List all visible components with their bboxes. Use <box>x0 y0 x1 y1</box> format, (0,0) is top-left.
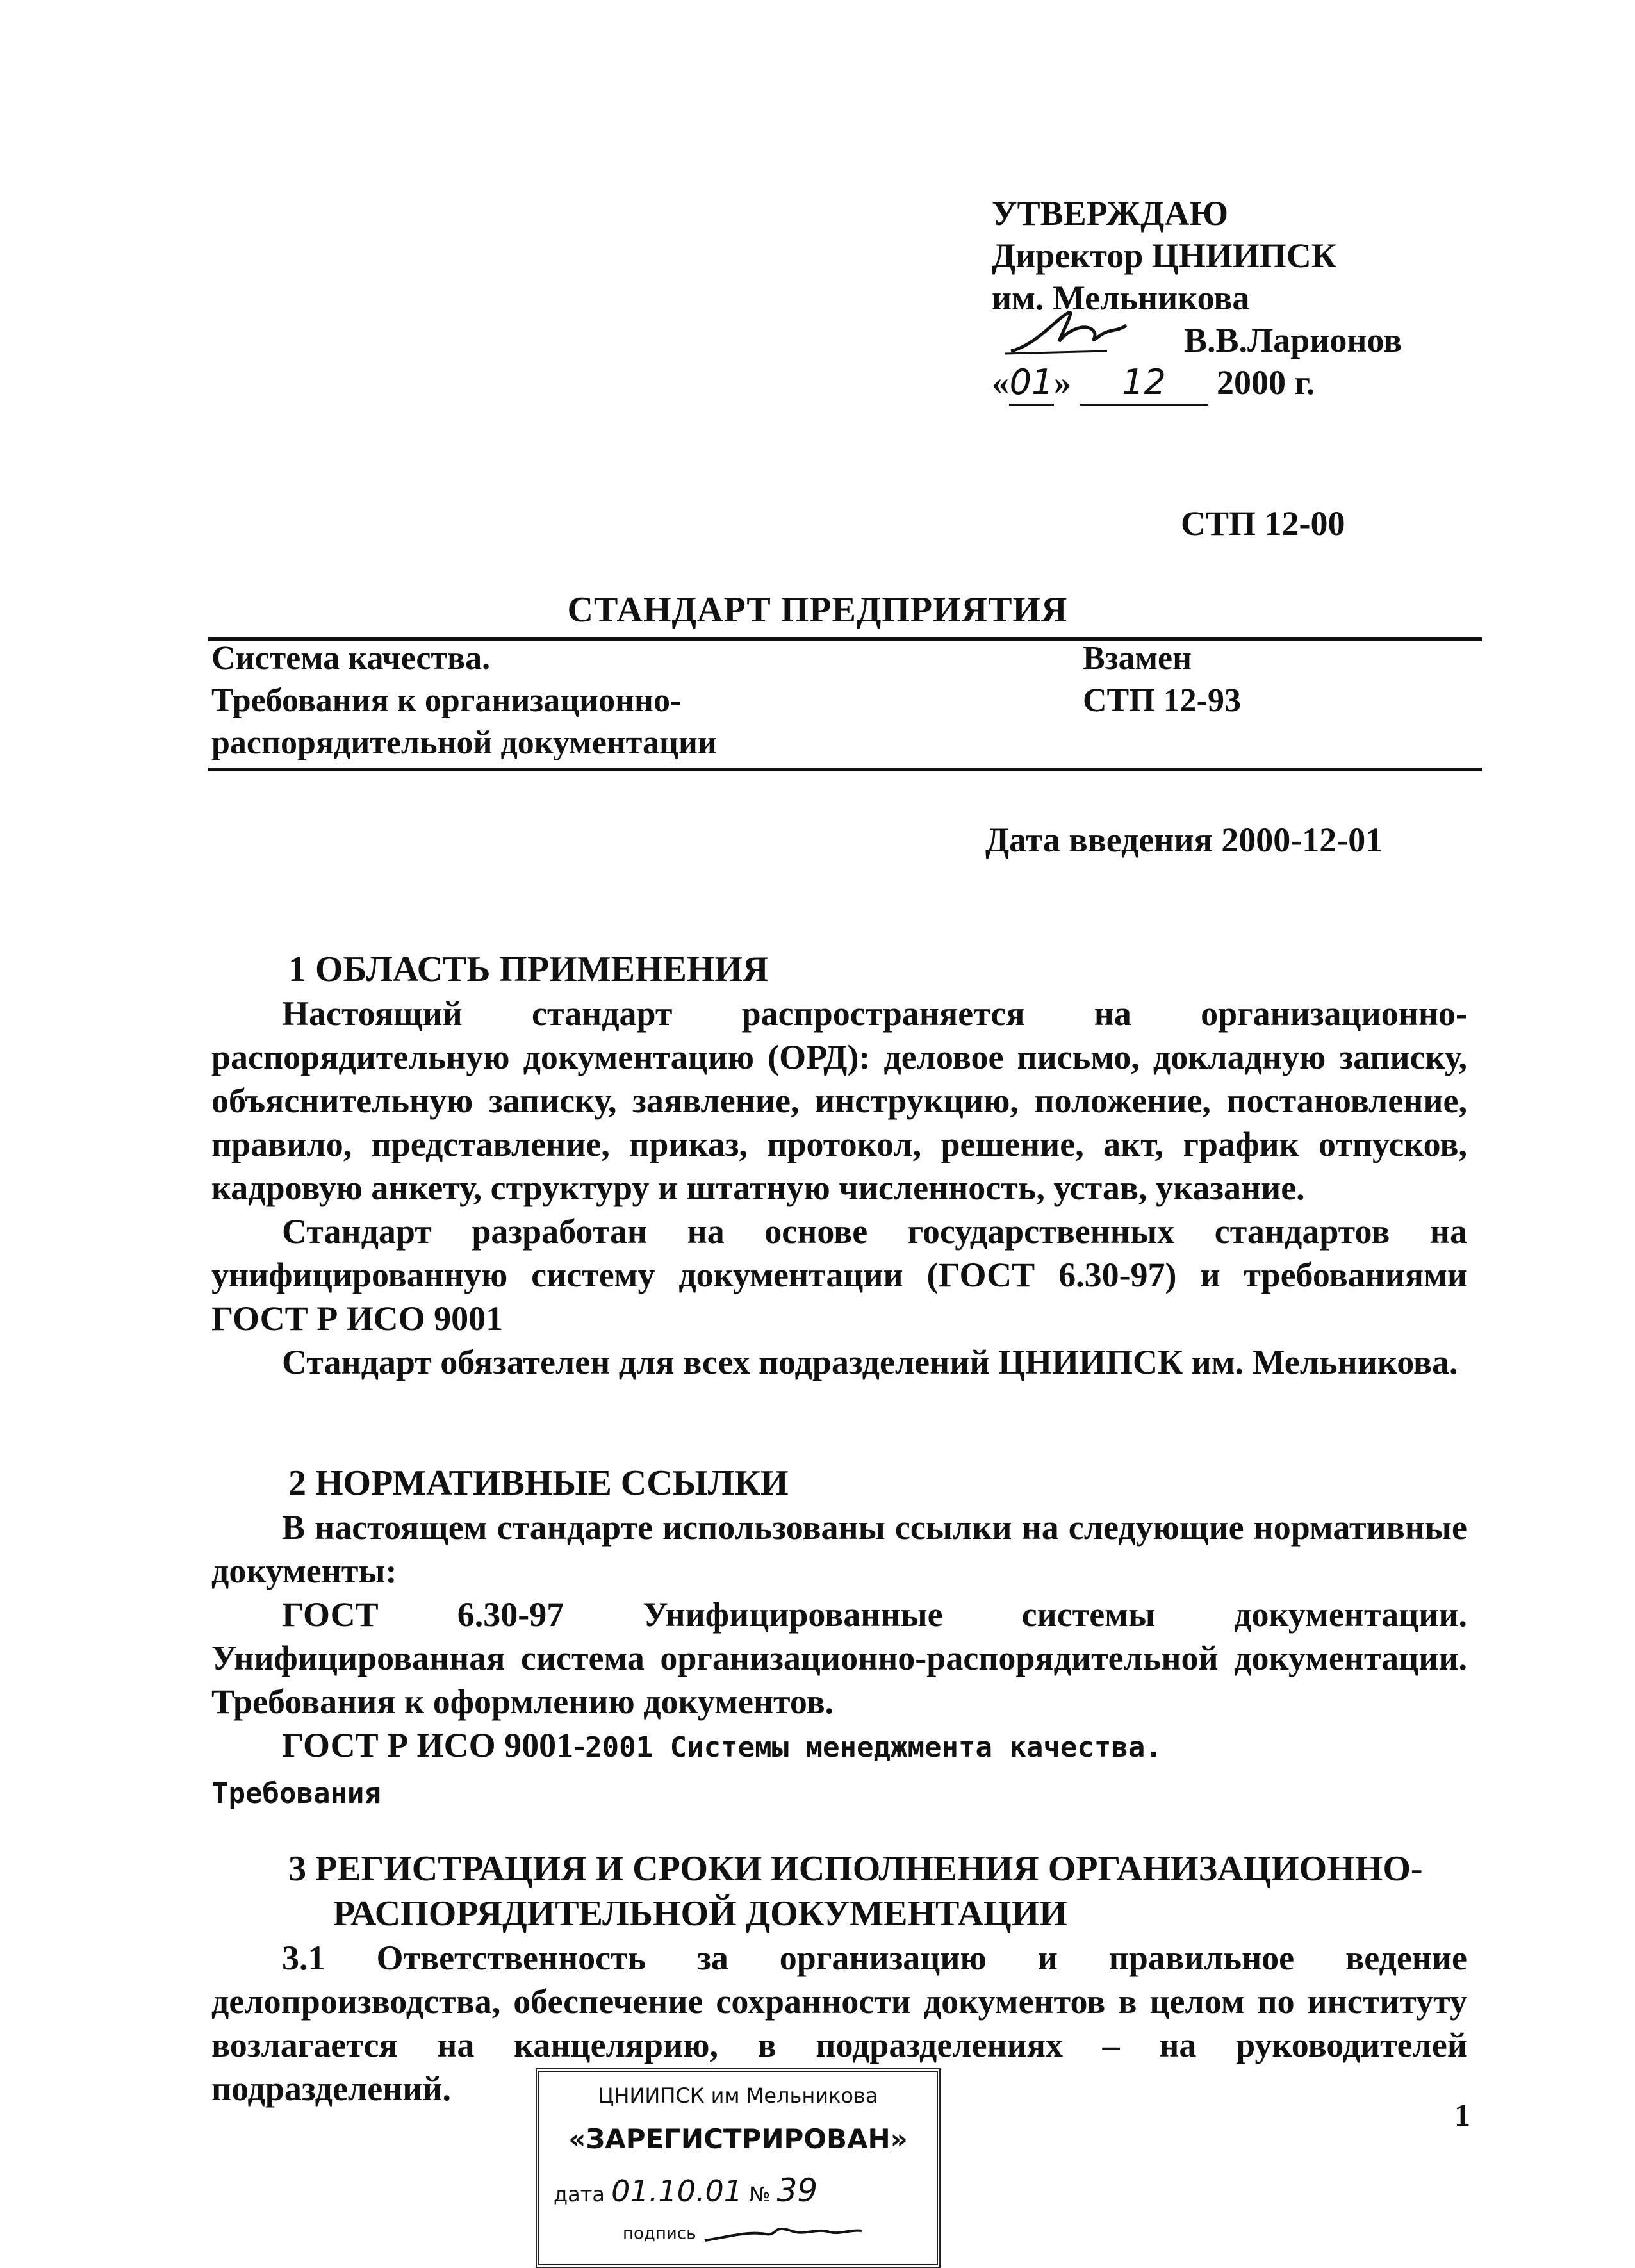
date-close-quote: » <box>1054 363 1071 402</box>
section-2-title: 2 НОРМАТИВНЫЕ ССЫЛКИ <box>288 1463 789 1503</box>
approval-position: Директор ЦНИИПСК <box>992 236 1336 275</box>
header-rule-bottom <box>208 768 1482 771</box>
section-2-paragraph-1: В настоящем стандарте использованы ссылки на следующие нормативные документы: <box>211 1508 1467 1590</box>
stamp-date-value: 01.10.01 <box>611 2174 743 2208</box>
stamp-signature-icon <box>702 2218 868 2250</box>
stamp-sign-label: подпись <box>623 2224 696 2244</box>
section-1-paragraph-3: Стандарт обязателен для всех подразделений ЦНИИПСК им. Мельникова. <box>282 1343 1458 1381</box>
standard-type-title: СТАНДАРТ ПРЕДПРИЯТИЯ <box>567 590 1068 630</box>
title-line-3: распорядительной документации <box>211 725 717 761</box>
approval-date <box>992 361 1336 404</box>
section-3-title-line-1: 3 РЕГИСТРАЦИЯ И СРОКИ ИСПОЛНЕНИЯ ОРГАНИЗАЦИОННО- <box>288 1849 1423 1889</box>
approval-block <box>992 192 1402 404</box>
gost-iso-typed: 2001 Системы менеджмента качества. <box>585 1731 1162 1764</box>
stamp-number-label: № <box>749 2182 771 2206</box>
introduction-date: Дата введения 2000-12-01 <box>985 821 1383 859</box>
gost-iso-typed-2: Требования <box>211 1777 381 1810</box>
document-number: СТП 12-00 <box>1181 504 1345 543</box>
title-line-1: Система качества. <box>211 640 491 677</box>
signer-name: В.В.Ларионов <box>1184 321 1402 359</box>
stamp-sign-row <box>623 2218 868 2250</box>
section-3-title-line-2: РАСПОРЯДИТЕЛЬНОЙ ДОКУМЕНТАЦИИ <box>333 1894 1067 1934</box>
section-1 <box>211 947 1467 1384</box>
title-line-2: Требования к организационно- <box>211 682 682 719</box>
handwritten-signature-icon <box>998 306 1158 357</box>
replaces-number: СТП 12-93 <box>1083 682 1241 719</box>
stamp-number-value: 39 <box>776 2172 818 2209</box>
section-3-paragraph-1: 3.1 Ответственность за организацию и правильное ведение делопроизводства, обеспечение сохранности документов в целом по институту возлагается на канцелярию, в подразделениях – на руководителей подразделений. <box>211 1939 1467 2108</box>
section-1-paragraph-1: Настоящий стандарт распространяется на организационно-распорядительную документацию (ОРД): деловое письмо, докладную записку, объяснительную записку, заявление, инструкцию, положение, постановление, правило, представление, приказ, протокол, решение, акт, график отпусков, кадровую анкету, структуру и штатную численность, устав, указание. <box>211 994 1467 1207</box>
registration-stamp <box>536 2068 941 2268</box>
date-year: 2000 г. <box>1217 363 1315 402</box>
approval-org: им. Мельникова <box>992 279 1250 317</box>
replaces-block <box>1083 637 1241 722</box>
stamp-status: «ЗАРЕГИСТРИРОВАН» <box>568 2123 908 2155</box>
section-2-paragraph-3 <box>211 1723 1467 1770</box>
date-day: 01 <box>1009 361 1054 406</box>
section-1-title: 1 ОБЛАСТЬ ПРИМЕНЕНИЯ <box>288 949 769 989</box>
document-title <box>211 637 717 764</box>
stamp-date-row <box>554 2172 818 2209</box>
section-1-paragraph-2: Стандарт разработан на основе государственных стандартов на унифицированную систему документации (ГОСТ 6.30-97) и требованиями ГОСТ Р ИСО 9001 <box>211 1212 1467 1338</box>
gost-iso-prefix: ГОСТ Р ИСО 9001- <box>282 1726 586 1764</box>
approval-heading: УТВЕРЖДАЮ <box>992 194 1229 233</box>
section-2-paragraph-4 <box>211 1770 1467 1816</box>
section-2 <box>211 1461 1467 1816</box>
date-month: 12 <box>1080 361 1208 406</box>
signature-row <box>992 319 1402 361</box>
date-open-quote: « <box>992 363 1009 402</box>
stamp-org: ЦНИИПСК им Мельникова <box>598 2083 878 2108</box>
section-2-paragraph-2: ГОСТ 6.30-97 Унифицированные системы документации. Унифицированная система организационно-распорядительной документации. Требования к оформлению документов. <box>211 1595 1467 1721</box>
page-number: 1 <box>1454 2097 1470 2133</box>
stamp-date-label: дата <box>554 2182 605 2206</box>
replaces-label: Взамен <box>1083 640 1192 677</box>
